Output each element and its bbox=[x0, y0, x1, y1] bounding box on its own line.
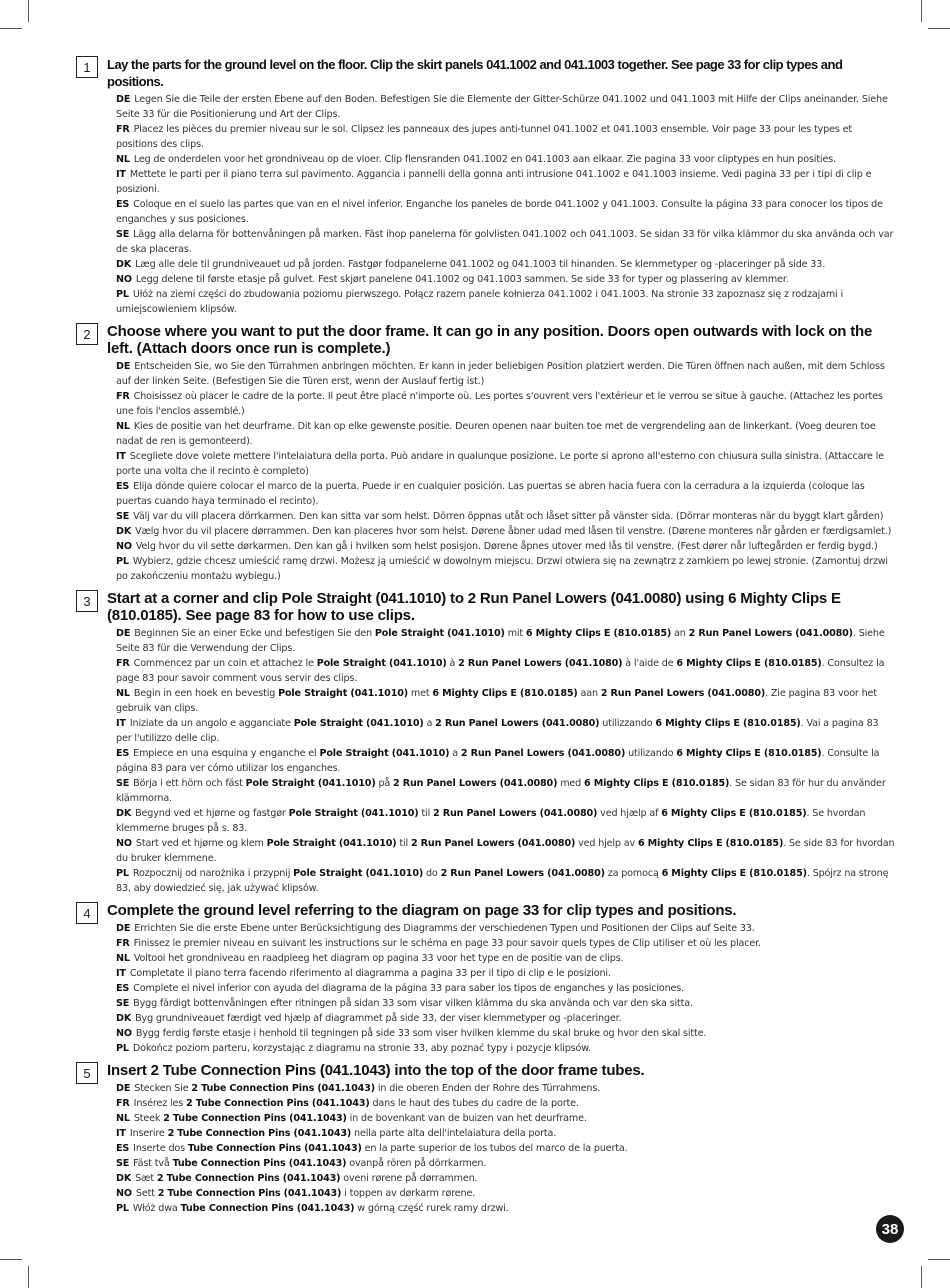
translation-it bbox=[116, 1126, 896, 1141]
language-code: SE bbox=[116, 229, 130, 240]
step-number-box: 1 bbox=[76, 56, 98, 78]
language-code: IT bbox=[116, 718, 126, 729]
translation-pl bbox=[116, 866, 896, 896]
translation-text: Empiece en una esquina y enganche el Pole Straight (041.1010) a 2 Run Panel Lowers (041.0080) utilizando 6 Mighty Clips E (810.0185). Consulte la página 83 para ver cómo utilizar los enganches. bbox=[116, 748, 880, 774]
step-number-box: 5 bbox=[76, 1062, 98, 1084]
translation-text: Mettete le parti per il piano terra sul pavimento. Aggancia i pannelli della gonna anti intrusione 041.1002 e 041.1003 insieme. Vedi pagina 33 per i tipi di clip e posizioni. bbox=[116, 169, 872, 195]
language-code: IT bbox=[116, 1128, 126, 1139]
translation-it bbox=[116, 449, 896, 479]
language-code: SE bbox=[116, 998, 130, 1009]
instruction-page bbox=[76, 56, 896, 1222]
language-code: PL bbox=[116, 556, 129, 567]
language-code: NO bbox=[116, 541, 132, 552]
language-code: ES bbox=[116, 1143, 130, 1154]
translation-pl bbox=[116, 1201, 896, 1216]
translation-text: Legg delene til første etasje på gulvet. Fest skjørt panelene 041.1002 og 041.1003 sammen. Se side 33 for typer og plassering av klemmer. bbox=[135, 274, 789, 285]
translation-text: Finissez le premier niveau en suivant les instructions sur le schéma en page 33 pour savoir quels types de Clip utiliser et où les placer. bbox=[133, 938, 761, 949]
translation-es bbox=[116, 981, 896, 996]
translation-de bbox=[116, 1081, 896, 1096]
language-code: DK bbox=[116, 526, 132, 537]
page-number-badge: 38 bbox=[876, 1215, 904, 1243]
translation-text: Ułóż na ziemi części do zbudowania poziomu pierwszego. Połącz razem panele kołnierza 041.1002 i 041.1003. Na stronie 33 zapoznasz się z rodzajami i umiejscowieniem klipsów. bbox=[116, 289, 843, 315]
translation-text: Włóż dwa Tube Connection Pins (041.1043) w górną część rurek ramy drzwi. bbox=[132, 1203, 509, 1214]
translation-it bbox=[116, 167, 896, 197]
translation-nl bbox=[116, 419, 896, 449]
translation-dk bbox=[116, 524, 896, 539]
translation-text: Leg de onderdelen voor het grondniveau op de vloer. Clip flensranden 041.1002 en 041.1003 aan elkaar. Zie pagina 33 voor cliptypes en hun posities. bbox=[133, 154, 836, 165]
language-code: NL bbox=[116, 421, 130, 432]
translation-fr bbox=[116, 122, 896, 152]
translation-text: Errichten Sie die erste Ebene unter Berücksichtigung des Diagramms der verschiedenen Typen und Positionen der Clips auf Seite 33. bbox=[134, 923, 755, 934]
translation-text: Start ved et hjørne og klem Pole Straight (041.1010) til 2 Run Panel Lowers (041.0080) ved hjelp av 6 Mighty Clips E (810.0185). Se side 83 for hvordan du bruker klemmene. bbox=[116, 838, 895, 864]
language-code: IT bbox=[116, 451, 126, 462]
language-code: PL bbox=[116, 289, 129, 300]
language-code: DE bbox=[116, 628, 131, 639]
language-code: PL bbox=[116, 1043, 129, 1054]
translation-text: Lägg alla delarna för bottenvåningen på marken. Fäst ihop panelerna för golvlisten 041.1002 och 041.1003. Se sidan 33 för vilka klämmor du ska använda och var de ska placeras. bbox=[116, 229, 894, 255]
step-number-box: 4 bbox=[76, 902, 98, 924]
language-code: ES bbox=[116, 199, 130, 210]
translation-text: Complete el nivel inferior con ayuda del diagrama de la página 33 para saber los tipos de enganches y las posiciones. bbox=[133, 983, 685, 994]
language-code: DK bbox=[116, 259, 132, 270]
translation-text: Stecken Sie 2 Tube Connection Pins (041.1043) in die oberen Enden der Rohre des Türrahmens. bbox=[134, 1083, 601, 1094]
translation-text: Vælg hvor du vil placere dørrammen. Den kan placeres hvor som helst. Dørene åbner udad med låsen til venstre. (Dørene monteres når gården er færdigsamlet.) bbox=[135, 526, 892, 537]
translation-text: Completate il piano terra facendo riferimento al diagramma a pagina 33 per il tipo di clip e le posizioni. bbox=[129, 968, 611, 979]
translation-text: Bygg färdigt bottenvåningen efter ritningen på sidan 33 som visar vilken klämma du ska använda och var den ska sitta. bbox=[133, 998, 693, 1009]
translation-se bbox=[116, 1156, 896, 1171]
language-code: ES bbox=[116, 481, 130, 492]
translation-se bbox=[116, 227, 896, 257]
translation-se bbox=[116, 509, 896, 524]
translation-text: Sett 2 Tube Connection Pins (041.1043) i toppen av dørkarm rørene. bbox=[135, 1188, 476, 1199]
language-code: FR bbox=[116, 938, 130, 949]
translation-text: Sæt 2 Tube Connection Pins (041.1043) oveni rørene på dørrammen. bbox=[135, 1173, 478, 1184]
translation-dk bbox=[116, 257, 896, 272]
translation-text: Choisissez où placer le cadre de la porte. Il peut être placé n'importe où. Les portes s'ouvrent vers l'extérieur et le verrou se situe à gauche. (Attachez les portes une fois l'enclos assemblé.) bbox=[116, 391, 883, 417]
translation-pl bbox=[116, 554, 896, 584]
language-code: SE bbox=[116, 1158, 130, 1169]
translation-no bbox=[116, 539, 896, 554]
translation-text: Fäst två Tube Connection Pins (041.1043) ovanpå rören på dörrkarmen. bbox=[133, 1158, 487, 1169]
translation-text: Bygg ferdig første etasje i henhold til tegningen på side 33 som viser hvilken klemme du skal bruke og hvor den skal sitte. bbox=[135, 1028, 707, 1039]
language-code: DE bbox=[116, 94, 131, 105]
translation-text: Begin in een hoek en bevestig Pole Straight (041.1010) met 6 Mighty Clips E (810.0185) aan 2 Run Panel Lowers (041.0080). Zie pagina 83 voor het gebruik van clips. bbox=[116, 688, 877, 714]
translation-pl bbox=[116, 1041, 896, 1056]
translations-list bbox=[116, 626, 896, 896]
translations-list bbox=[116, 92, 896, 317]
translations-list bbox=[116, 359, 896, 584]
translation-fr bbox=[116, 936, 896, 951]
language-code: ES bbox=[116, 983, 130, 994]
translation-no bbox=[116, 1026, 896, 1041]
translations-list bbox=[116, 1081, 896, 1216]
translation-fr bbox=[116, 656, 896, 686]
step-heading: Complete the ground level referring to the diagram on page 33 for clip types and positions. bbox=[107, 902, 737, 919]
translation-it bbox=[116, 966, 896, 981]
translation-nl bbox=[116, 1111, 896, 1126]
language-code: NO bbox=[116, 1028, 132, 1039]
translation-text: Byg grundniveauet færdigt ved hjælp af diagrammet på side 33, der viser klemmetyper og -placeringer. bbox=[135, 1013, 622, 1024]
language-code: DE bbox=[116, 1083, 131, 1094]
translation-text: Elija dónde quiere colocar el marco de la puerta. Puede ir en cualquier posición. Las puertas se abren hacia fuera con la cerradura a la izquierda (coloque las puertas cuando haya terminado el recinto). bbox=[116, 481, 865, 507]
language-code: NO bbox=[116, 274, 132, 285]
translation-de bbox=[116, 359, 896, 389]
crop-mark bbox=[28, 0, 29, 22]
language-code: DK bbox=[116, 808, 132, 819]
translation-text: Beginnen Sie an einer Ecke und befestigen Sie den Pole Straight (041.1010) mit 6 Mighty Clips E (810.0185) an 2 Run Panel Lowers (041.0080). Siehe Seite 83 für die Verwendung der Clips. bbox=[116, 628, 885, 654]
translation-text: Insérez les 2 Tube Connection Pins (041.1043) dans le haut des tubes du cadre de la porte. bbox=[133, 1098, 579, 1109]
translation-se bbox=[116, 776, 896, 806]
crop-mark bbox=[921, 0, 922, 22]
step-heading: Choose where you want to put the door frame. It can go in any position. Doors open outwards with lock on the left. (Attach doors once run is complete.) bbox=[107, 323, 873, 357]
language-code: PL bbox=[116, 1203, 129, 1214]
instruction-step bbox=[76, 902, 896, 1056]
step-heading: Start at a corner and clip Pole Straight (041.1010) to 2 Run Panel Lowers (041.0080) using 6 Mighty Clips E (810.0185). See page 83 for how to use clips. bbox=[107, 590, 841, 624]
translation-text: Välj var du vill placera dörrkarmen. Den kan sitta var som helst. Dörren öppnas utåt och låset sitter på vänster sida. (Dörrar monteras när du byggt klart gården) bbox=[133, 511, 884, 522]
language-code: NO bbox=[116, 838, 132, 849]
translation-es bbox=[116, 1141, 896, 1156]
language-code: DE bbox=[116, 361, 131, 372]
translation-de bbox=[116, 92, 896, 122]
crop-mark bbox=[921, 1266, 922, 1288]
translation-nl bbox=[116, 686, 896, 716]
language-code: IT bbox=[116, 968, 126, 979]
instruction-step bbox=[76, 1062, 896, 1216]
translation-text: Voltooi het grondniveau en raadpleeg het diagram op pagina 33 voor het type en de positie van de clips. bbox=[133, 953, 624, 964]
language-code: FR bbox=[116, 1098, 130, 1109]
language-code: PL bbox=[116, 868, 129, 879]
step-heading: Insert 2 Tube Connection Pins (041.1043) into the top of the door frame tubes. bbox=[107, 1062, 645, 1079]
translation-text: Inserire 2 Tube Connection Pins (041.1043) nella parte alta dell'intelaiatura della porta. bbox=[129, 1128, 557, 1139]
translation-text: Legen Sie die Teile der ersten Ebene auf den Boden. Befestigen Sie die Elemente der Gitter-Schürze 041.1002 und 041.1003 mit Hilfe der Clips aneinander. Siehe Seite 33 für die Positionierung und Art der Clips. bbox=[116, 94, 888, 120]
translation-text: Begynd ved et hjørne og fastgør Pole Straight (041.1010) til 2 Run Panel Lowers (041.0080) ved hjælp af 6 Mighty Clips E (810.0185). Se hvordan klemmerne bruges på s. 83. bbox=[116, 808, 866, 834]
language-code: DE bbox=[116, 923, 131, 934]
translation-de bbox=[116, 921, 896, 936]
translation-dk bbox=[116, 1011, 896, 1026]
translation-no bbox=[116, 836, 896, 866]
translation-es bbox=[116, 746, 896, 776]
crop-mark bbox=[0, 28, 22, 29]
language-code: SE bbox=[116, 778, 130, 789]
language-code: NL bbox=[116, 953, 130, 964]
translation-fr bbox=[116, 1096, 896, 1111]
language-code: DK bbox=[116, 1013, 132, 1024]
translation-it bbox=[116, 716, 896, 746]
language-code: FR bbox=[116, 124, 130, 135]
instruction-step bbox=[76, 323, 896, 584]
language-code: FR bbox=[116, 391, 130, 402]
translation-text: Velg hvor du vil sette dørkarmen. Den kan gå i hvilken som helst posisjon. Dørene åpnes utover med lås til venstre. (Fest dører når luftegården er ferdig bygd.) bbox=[135, 541, 878, 552]
language-code: NL bbox=[116, 154, 130, 165]
instruction-step bbox=[76, 590, 896, 896]
step-heading: Lay the parts for the ground level on the floor. Clip the skirt panels 041.1002 and 041.1003 together. See page 33 for clip types and positions. bbox=[107, 57, 843, 89]
language-code: IT bbox=[116, 169, 126, 180]
translation-fr bbox=[116, 389, 896, 419]
crop-mark bbox=[0, 1259, 22, 1260]
translation-nl bbox=[116, 951, 896, 966]
language-code: DK bbox=[116, 1173, 132, 1184]
translation-text: Læg alle dele til grundniveauet ud på jorden. Fastgør fodpanelerne 041.1002 og 041.1003 til hinanden. Se klemmetyper og -placeringer på side 33. bbox=[135, 259, 826, 270]
translation-text: Scegliete dove volete mettere l'intelaiatura della porta. Può andare in qualunque posizione. Le porte si aprono all'esterno con chiusura sulla sinistra. (Attaccare le porte una volta che il recinto è completo) bbox=[116, 451, 884, 477]
translation-dk bbox=[116, 1171, 896, 1186]
language-code: FR bbox=[116, 658, 130, 669]
translation-no bbox=[116, 1186, 896, 1201]
translation-de bbox=[116, 626, 896, 656]
translation-es bbox=[116, 479, 896, 509]
language-code: ES bbox=[116, 748, 130, 759]
translation-dk bbox=[116, 806, 896, 836]
step-number-box: 2 bbox=[76, 323, 98, 345]
translation-text: Rozpocznij od narożnika i przypnij Pole Straight (041.1010) do 2 Run Panel Lowers (041.0080) za pomocą 6 Mighty Clips E (810.0185). Spójrz na stronę 83, aby dowiedzieć się, jak używać klipsów. bbox=[116, 868, 889, 894]
translation-se bbox=[116, 996, 896, 1011]
step-number-box: 3 bbox=[76, 590, 98, 612]
translation-text: Inserte dos Tube Connection Pins (041.1043) en la parte superior de los tubos del marco de la puerta. bbox=[133, 1143, 628, 1154]
translation-text: Steek 2 Tube Connection Pins (041.1043) in de bovenkant van de buizen van het deurframe. bbox=[133, 1113, 587, 1124]
language-code: NL bbox=[116, 688, 130, 699]
instruction-step bbox=[76, 56, 896, 317]
translation-text: Coloque en el suelo las partes que van en el nivel inferior. Enganche los paneles de borde 041.1002 y 041.1003. Consulte la página 33 para conocer los tipos de enganches y sus posiciones. bbox=[116, 199, 883, 225]
translation-text: Wybierz, gdzie chcesz umieścić ramę drzwi. Możesz ją umieścić w dowolnym miejscu. Drzwi otwiera się na zewnątrz z zamkiem po lewej stronie. (Zamontuj drzwi po zakończeniu montażu wybiegu.) bbox=[116, 556, 888, 582]
crop-mark bbox=[928, 1259, 950, 1260]
crop-mark bbox=[928, 28, 950, 29]
language-code: NO bbox=[116, 1188, 132, 1199]
translation-text: Commencez par un coin et attachez le Pole Straight (041.1010) à 2 Run Panel Lowers (041.1080) à l'aide de 6 Mighty Clips E (810.0185). Consultez la page 83 pour savoir comment vous servir des clips. bbox=[116, 658, 885, 684]
language-code: NL bbox=[116, 1113, 130, 1124]
translation-nl bbox=[116, 152, 896, 167]
translation-text: Entscheiden Sie, wo Sie den Türrahmen anbringen möchten. Er kann in jeder beliebigen Position platziert werden. Die Türen öffnen nach außen, mit dem Schloss auf der linken Seite. (Befestigen Sie die Türen erst, wenn der Auslauf fertig ist.) bbox=[116, 361, 885, 387]
translation-text: Kies de positie van het deurframe. Dit kan op elke gewenste positie. Deuren openen naar buiten toe met de vergrendeling aan de linkerkant. (Voeg deuren toe nadat de ren is gemonteerd). bbox=[116, 421, 876, 447]
translation-text: Dokończ poziom parteru, korzystając z diagramu na stronie 33, aby poznać typy i pozycje klipsów. bbox=[132, 1043, 591, 1054]
translation-no bbox=[116, 272, 896, 287]
translation-text: Börja i ett hörn och fäst Pole Straight (041.1010) på 2 Run Panel Lowers (041.0080) med 6 Mighty Clips E (810.0185). Se sidan 83 för hur du använder klämmorna. bbox=[116, 778, 886, 804]
language-code: SE bbox=[116, 511, 130, 522]
translation-text: Placez les pièces du premier niveau sur le sol. Clipsez les panneaux des jupes anti-tunnel 041.1002 et 041.1003 ensemble. Voir page 33 pour les types et positions des clips. bbox=[116, 124, 852, 150]
translation-text: Iniziate da un angolo e agganciate Pole Straight (041.1010) a 2 Run Panel Lowers (041.0080) utilizzando 6 Mighty Clips E (810.0185). Vai a pagina 83 per l'utilizzo delle clip. bbox=[116, 718, 879, 744]
translations-list bbox=[116, 921, 896, 1056]
crop-mark bbox=[28, 1266, 29, 1288]
translation-pl bbox=[116, 287, 896, 317]
translation-es bbox=[116, 197, 896, 227]
